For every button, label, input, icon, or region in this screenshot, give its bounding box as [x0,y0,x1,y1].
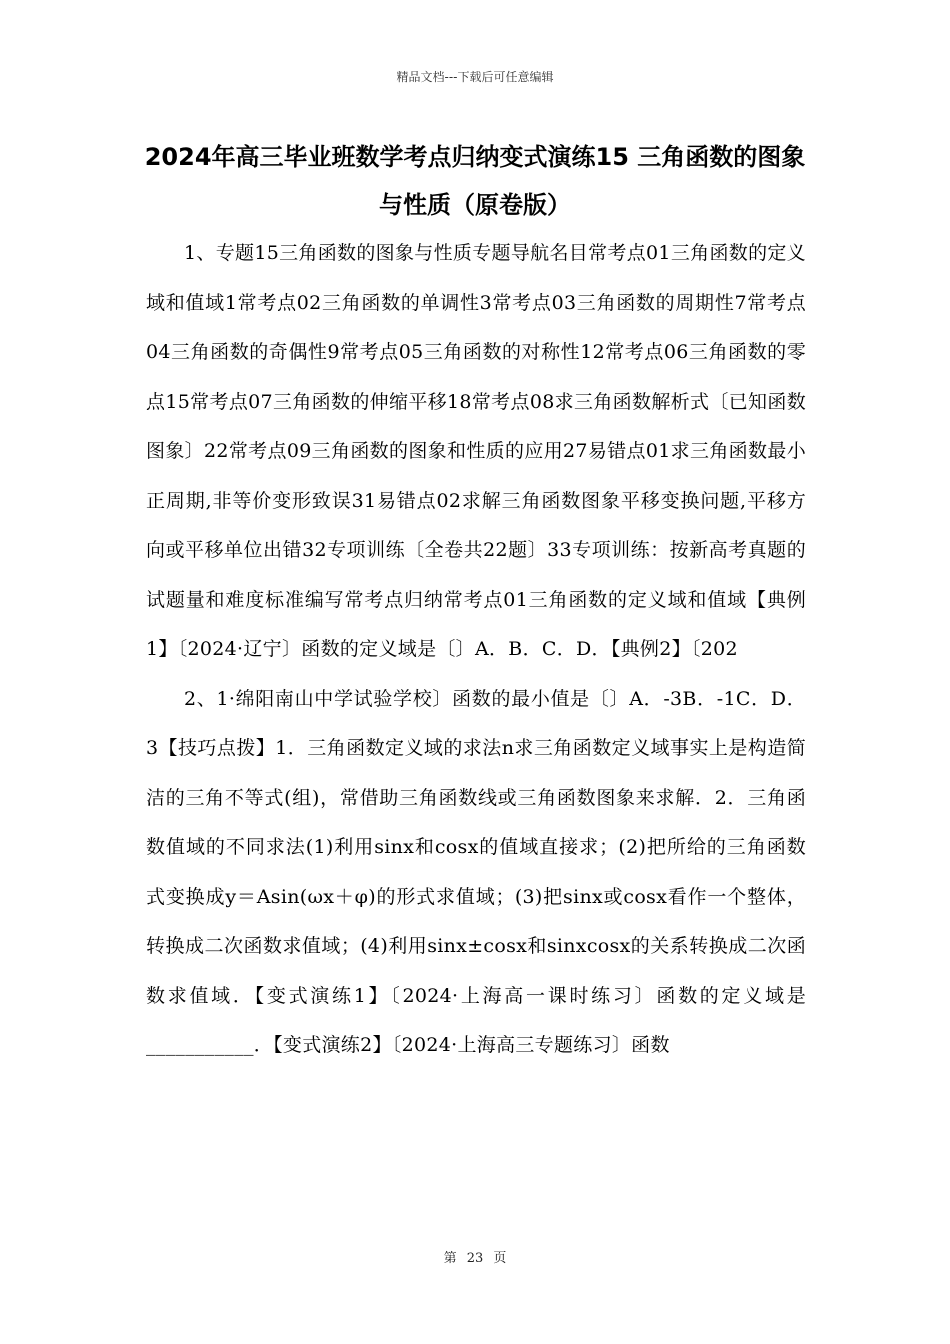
page-header: 精品文档---下载后可任意编辑 [396,70,554,84]
paragraph-2: 2、1·绵阳南山中学试验学校〕函数的最小值是〔〕A．-3B．-1C．D．3【技巧点拨】1．三角函数定义域的求法n求三角函数定义域事实上是构造简洁的三角不等式(组)，常借助三角函数线或三角函数图象来求解．2．三角函数值域的不同求法(1)利用sinx和cosx的值域直接求；(2)把所给的三角函数式变换成y＝Asin(ωx＋φ)的形式求值域；(3)把sinx或cosx看作一个整体，转换成二次函数求值域；(4)利用sinx±cosx和sinxcosx的关系转换成二次函数求值域．【变式演练1】〔2024·上海高一课时练习〕函数的定义域是___________．【变式演练2】〔2024·上海高三专题练习〕函数 [146,687,806,1056]
paragraph-1: 1、专题15三角函数的图象与性质专题导航名目常考点01三角函数的定义域和值域1常考点02三角函数的单调性3常考点03三角函数的周期性7常考点04三角函数的奇偶性9常考点05三角函数的对称性12常考点06三角函数的零点15常考点07三角函数的伸缩平移18常考点08求三角函数解析式〔已知函数图象〕22常考点09三角函数的图象和性质的应用27易错点01求三角函数最小正周期,非等价变形致误31易错点02求解三角函数图象平移变换问题,平移方向或平移单位出错32专项训练〔全卷共22题〕33专项训练：按新高考真题的试题量和难度标准编写常考点归纳常考点01三角函数的定义域和值域【典例1】〔2024·辽宁〕函数的定义域是〔〕A．B．C．D．【典例2】〔202 [146,242,806,660]
page-number-suffix: 页 [493,1251,507,1266]
document-body [146,229,806,1071]
document-title: 2024年高三毕业班数学考点归纳变式演练15 三角函数的图象与性质（原卷版） [144,143,806,219]
page-footer [0,1247,950,1266]
page-number: 23 [466,1251,484,1266]
page-number-prefix: 第 [443,1251,457,1266]
